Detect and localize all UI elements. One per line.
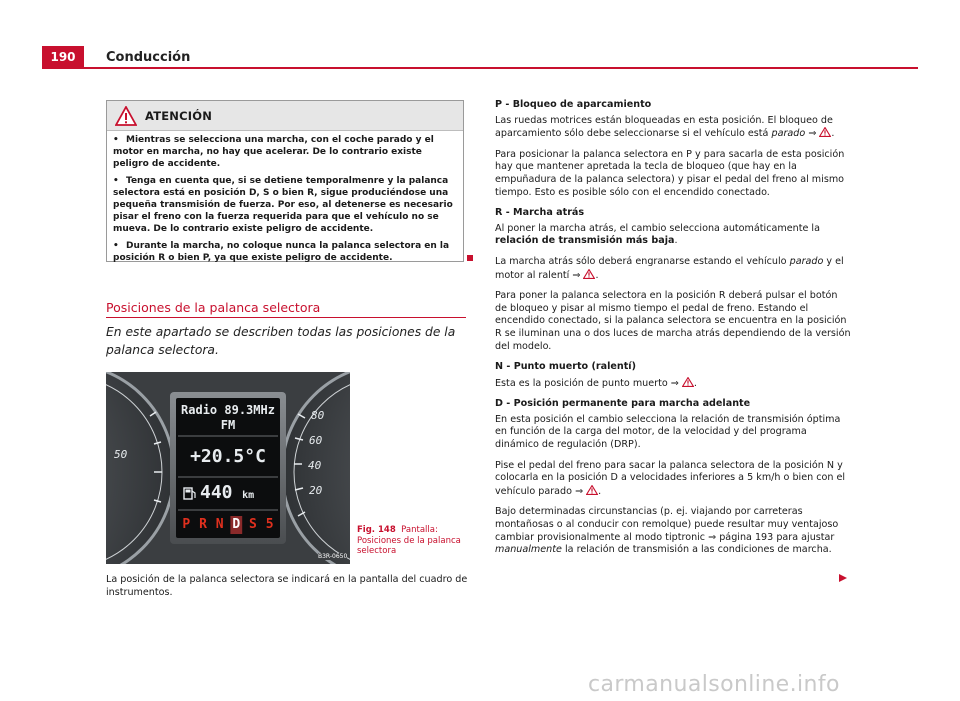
gauge-label-right: 40: [308, 459, 322, 472]
heading-d: D - Posición permanente para marcha adelante: [495, 398, 751, 410]
warning-icon: [682, 377, 694, 387]
warning-item: • Tenga en cuenta que, si se detiene temporalmenre y la palanca selectora está en posición D, S o bien R, sigue produciéndose una pequeña transmisión de fuerza. Por eso, al detenerse es necesario pisar el freno con la fuerza requerida para que el vehículo no se mueva. De lo contrario existe peligro de accidente.: [113, 175, 453, 235]
watermark: carmanualsonline.info: [588, 672, 840, 697]
gauge-label-right: 60: [309, 434, 323, 447]
range-value: 440: [200, 482, 233, 503]
paragraph: En esta posición el cambio selecciona la relación de transmisión óptima en función de la carga del motor, de la velocidad y del programa dinámico de regulación (DRP).: [495, 413, 841, 451]
warning-body: [107, 131, 463, 264]
right-column: [495, 99, 851, 565]
warning-header: [107, 101, 463, 131]
page-title: Conducción: [106, 50, 191, 65]
page-number: 190: [42, 46, 84, 68]
paragraph: La marcha atrás sólo deberá engranarse estando el vehículo parado y el motor al ralentí ⇒ .: [495, 255, 844, 281]
gauge-label-left: 50: [114, 448, 128, 461]
bullet: •: [113, 240, 119, 251]
gear-d: D: [232, 517, 241, 532]
range-display: [200, 482, 254, 503]
dashboard-figure: [106, 372, 350, 564]
header-divider: [42, 67, 918, 69]
paragraph: Para posicionar la palanca selectora en P y para sacarla de esta posición hay que mantener apretada la tecla de bloqueo (que hay en la empuñadura de la palanca selectora) y pisar el pedal del freno al mismo tiempo. Esto es posible sólo con el encendido conectado.: [495, 148, 845, 198]
radio-display: [176, 403, 280, 433]
paragraph: Para poner la palanca selectora en la posición R deberá pulsar el botón de bloqueo y pisar al mismo tiempo el pedal de freno. Estando el encendido conectado, si la palanca selectora se encuentra en la posición R se iluminan una o dos luces de marcha atrás dependiendo de la versión del modelo.: [495, 290, 851, 352]
heading-p: P - Bloqueo de aparcamiento: [495, 99, 652, 110]
bullet: •: [113, 175, 119, 186]
gear-s: S: [249, 517, 257, 532]
paragraph: Pise el pedal del freno para sacar la palanca selectora de la posición N y colocarla en la posición D a velocidades inferiores a 5 km/h o bien con el vehículo parado ⇒ .: [495, 459, 846, 497]
figure-caption-text: Pantalla: Posiciones de la palanca selectora: [357, 525, 461, 556]
section-divider: [106, 317, 466, 318]
warning-box: [106, 100, 464, 262]
temperature-display: +20.5°C: [190, 446, 266, 467]
warning-item: • Durante la marcha, no coloque nunca la palanca selectora en la posición R o bien P, ya que existe peligro de accidente.: [113, 240, 450, 263]
radio-band: FM: [220, 418, 236, 432]
heading-n: N - Punto muerto (ralentí): [495, 361, 636, 373]
paragraph: Las ruedas motrices están bloqueadas en esta posición. El bloqueo de aparcamiento sólo debe seleccionarse si el vehículo está parado ⇒ .: [495, 114, 835, 140]
section-title: Posiciones de la palanca selectora: [106, 300, 321, 315]
heading-r: R - Marcha atrás: [495, 207, 585, 219]
gauge-label-right: 20: [309, 484, 323, 497]
paragraph: Esta es la posición de punto muerto ⇒ .: [495, 377, 697, 389]
warning-icon: [819, 127, 831, 137]
continue-arrow-icon: [838, 573, 848, 583]
figure-caption: [357, 525, 467, 557]
gear-n: N: [215, 517, 224, 532]
radio-station: Radio 89.3MHz: [181, 403, 275, 417]
figure-code: B3R-0650: [318, 553, 348, 560]
range-unit: km: [242, 490, 255, 501]
warning-icon: [586, 485, 598, 495]
bullet: •: [113, 135, 119, 145]
section-end-marker: [467, 255, 473, 261]
left-paragraph: La posición de la palanca selectora se indicará en la pantalla del cuadro de instrumentos.: [106, 574, 468, 598]
section-intro: En este apartado se describen todas las posiciones de la palanca selectora.: [106, 325, 456, 357]
paragraph: Al poner la marcha atrás, el cambio selecciona automáticamente la relación de transmisión más baja.: [495, 222, 820, 247]
gear-p: P: [182, 517, 191, 532]
paragraph: Bajo determinadas circunstancias (p. ej. viajando por carreteras montañosas o al conducir con remolque) puede resultar muy ventajoso cambiar provisionalmente al modo tiptronic ⇒ página 193 para ajustar manualmente la relación de transmisión a las condiciones de marcha.: [495, 506, 839, 556]
warning-item: • Mientras se selecciona una marcha, con el coche parado y el motor en marcha, no hay que acelerar. De lo contrario existe peligro de accidente.: [113, 135, 434, 170]
gauge-label-right: 80: [311, 409, 325, 422]
gear-indicator: [178, 517, 278, 533]
figure-label: Fig. 148: [357, 525, 396, 535]
gear-r: R: [199, 517, 207, 532]
gear-5: 5: [265, 517, 274, 532]
warning-icon: [583, 269, 595, 279]
warning-icon: [115, 106, 137, 126]
warning-title: ATENCIÓN: [145, 108, 213, 123]
